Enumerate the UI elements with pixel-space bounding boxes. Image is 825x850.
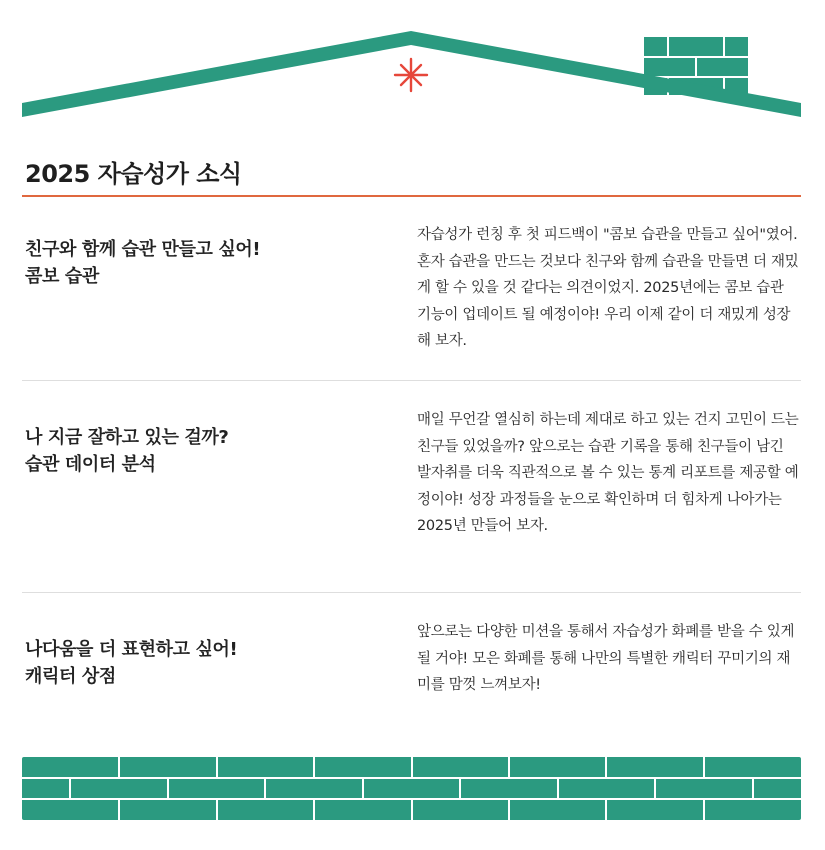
section-heading	[22, 407, 417, 478]
news-section-habit-analytics	[22, 407, 801, 540]
roof-illustration	[0, 0, 825, 130]
page-title: 2025 자습성가 소식	[25, 160, 242, 188]
section-heading-line1: 나다움을 더 표현하고 싶어!	[25, 639, 238, 660]
section-divider	[22, 380, 801, 381]
section-body: 매일 무언갈 열심히 하는데 제대로 하고 있는 건지 고민이 드는 친구들 있었을까? 앞으로는 습관 기록을 통해 친구들이 남긴 발자취를 더욱 직관적으로 볼 수 있는 통계 리포트를 제공할 예정이야! 성장 과정들을 눈으로 확인하며 더 힘차게 나아가는 2025년 만들어 보자.	[417, 412, 799, 534]
news-section-character-shop	[22, 619, 801, 699]
section-divider	[22, 592, 801, 593]
section-heading-line2: 캐릭터 상점	[25, 666, 116, 687]
section-heading	[22, 619, 417, 690]
section-body: 자습성가 런칭 후 첫 피드백이 "콤보 습관을 만들고 싶어"였어. 혼자 습관을 만드는 것보다 친구와 함께 습관을 만들면 더 재밌게 할 수 있을 것 같다는 의견이었지. 2025년에는 콤보 습관 기능이 업데이트 될 예정이야! 우리 이제 같이 더 재밌게 성장해 보자.	[417, 227, 799, 349]
section-heading-line1: 친구와 함께 습관 만들고 싶어!	[25, 239, 261, 260]
section-heading-line2: 콤보 습관	[25, 266, 99, 287]
section-body: 앞으로는 다양한 미션을 통해서 자습성가 화폐를 받을 수 있게 될 거야! 모은 화폐를 통해 나만의 특별한 캐릭터 꾸미기의 재미를 맘껏 느껴보자!	[417, 624, 795, 693]
news-section-combo-habit	[22, 222, 801, 355]
section-heading-line2: 습관 데이터 분석	[25, 454, 156, 475]
title-divider	[22, 195, 801, 197]
brick-wall-footer	[22, 757, 801, 820]
red-sparkle-icon	[395, 59, 427, 91]
section-heading-line1: 나 지금 잘하고 있는 걸까?	[25, 427, 229, 448]
section-heading	[22, 222, 417, 290]
